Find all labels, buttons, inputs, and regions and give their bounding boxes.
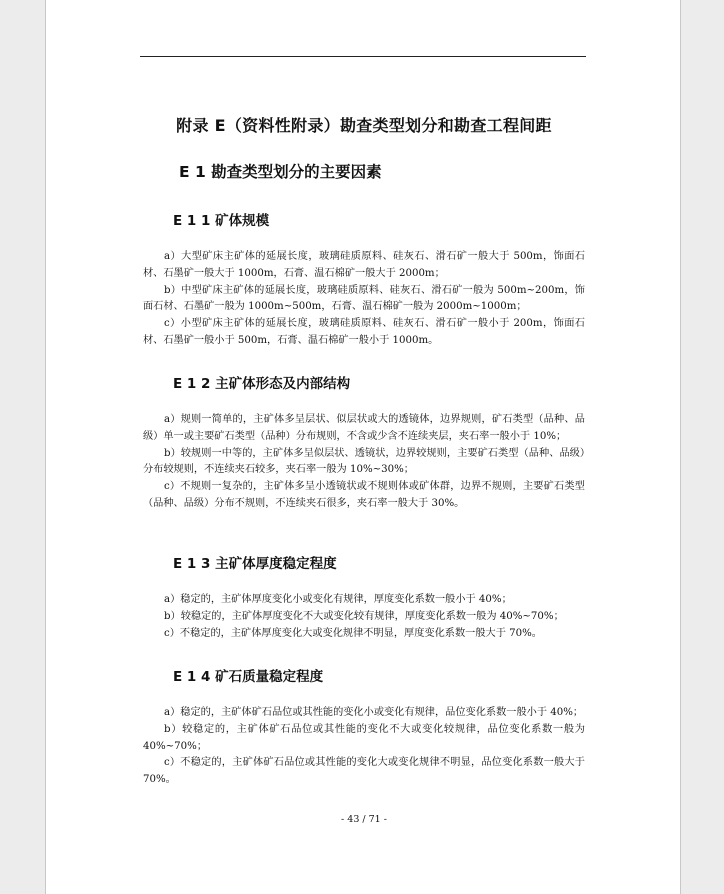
list-item: a）规则一简单的，主矿体多呈层状、似层状或大的透镜体，边界规则，矿石类型（品种、品级）单一或主要矿石类型（品种）分布规则，不含或少含不连续夹层，夹石率一般小于 10%； xyxy=(143,414,585,442)
subsection-body-e12 xyxy=(143,412,585,513)
subsection-heading-e11: E 1 1 矿体规模 xyxy=(173,213,270,229)
list-item: b）中型矿床主矿体的延展长度，玻璃硅质原料、硅灰石、滑石矿一般为 500m~200m，饰面石材、石墨矿一般为 1000m~500m，石膏、温石棉矿一般为 2000m~1000m； xyxy=(143,284,585,313)
list-item: c）不稳定的，主矿体矿石品位或其性能的变化大或变化规律不明显，品位变化系数一般大于 70%。 xyxy=(143,757,585,786)
section-heading: E 1 勘查类型划分的主要因素 xyxy=(179,163,382,181)
subsection-heading-e12: E 1 2 主矿体形态及内部结构 xyxy=(173,376,351,392)
list-item: c）不规则一复杂的，主矿体多呈小透镜状或不规则体或矿体群，边界不规则，主要矿石类型（品种、品级）分布不规则，不连续夹石很多，夹石率一般大于 30%。 xyxy=(143,481,585,509)
subsection-body-e13 xyxy=(143,592,585,642)
list-item: a）稳定的，主矿体矿石品位或其性能的变化小或变化有规律，品位变化系数一般小于 40%； xyxy=(164,707,584,718)
list-item: b）较稳定的，主矿体矿石品位或其性能的变化不大或变化较规律，品位变化系数一般为 40%~70%； xyxy=(143,723,585,752)
header-rule xyxy=(140,56,586,57)
subsection-heading-e13: E 1 3 主矿体厚度稳定程度 xyxy=(173,556,337,572)
list-item: b）较稳定的，主矿体厚度变化不大或变化较有规律，厚度变化系数一般为 40%~70%； xyxy=(164,610,564,622)
list-item: c）小型矿床主矿体的延展长度，玻璃硅质原料、硅灰石、滑石矿一般小于 200m，饰面石材、石墨矿一般小于 500m，石膏、温石棉矿一般小于 1000m。 xyxy=(143,318,585,346)
page-number: - 43 / 71 - xyxy=(341,814,387,825)
list-item: c）不稳定的，主矿体厚度变化大或变化规律不明显，厚度变化系数一般大于 70%。 xyxy=(164,627,542,639)
subsection-heading-e14: E 1 4 矿石质量稳定程度 xyxy=(173,669,324,685)
document-page xyxy=(45,0,681,894)
appendix-title: 附录 E（资料性附录）勘查类型划分和勘查工程间距 xyxy=(176,116,552,135)
list-item: b）较规则一中等的，主矿体多呈似层状、透镜状，边界较规则，主要矿石类型（品种、品级）分布较规则，不连续夹石较多，夹石率一般为 10%~30%； xyxy=(143,447,585,476)
list-item: a）稳定的，主矿体厚度变化小或变化有规律，厚度变化系数一般小于 40%； xyxy=(164,594,512,605)
subsection-body-e11 xyxy=(143,249,585,350)
list-item: a）大型矿床主矿体的延展长度，玻璃硅质原料、硅灰石、滑石矿一般大于 500m，饰面石材、石墨矿一般大于 1000m，石膏、温石棉矿一般大于 2000m； xyxy=(143,251,585,279)
subsection-body-e14 xyxy=(143,705,585,789)
